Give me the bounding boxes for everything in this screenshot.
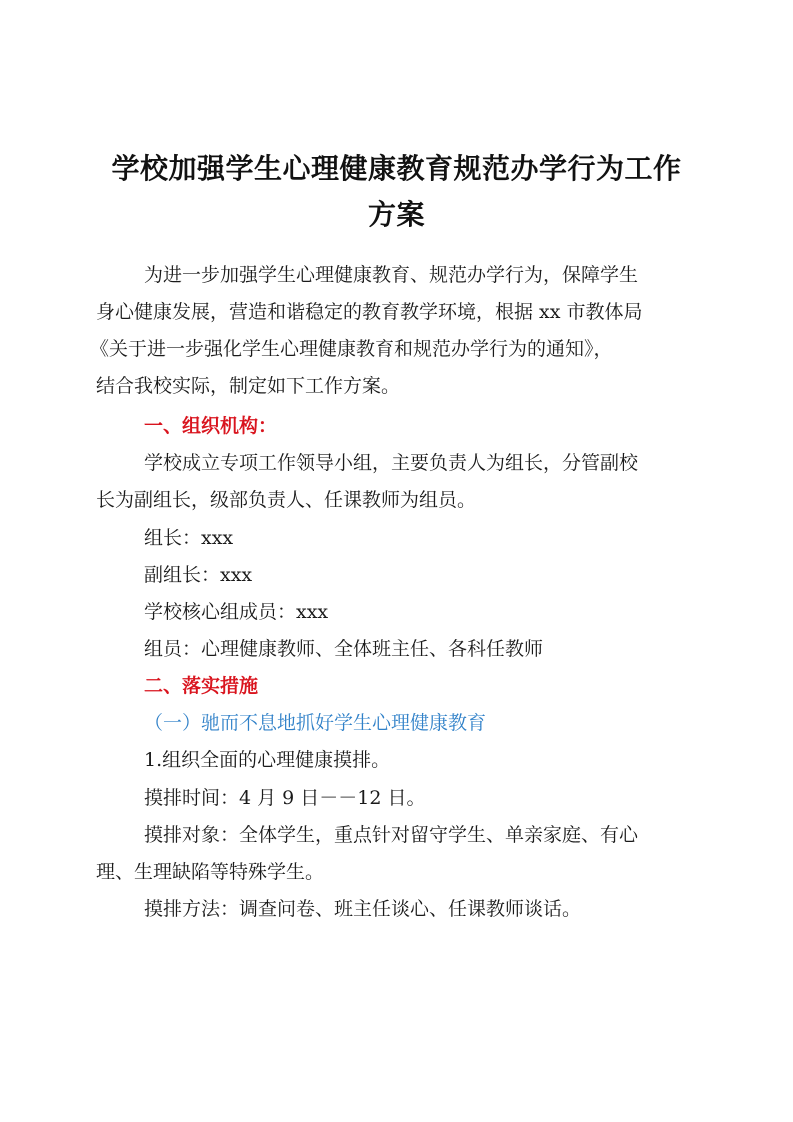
intro-line-3: 《关于进一步强化学生心理健康教育和规范办学行为的通知》，: [90, 338, 613, 360]
document-title-line-1: 学校加强学生心理健康教育规范办学行为工作: [111, 152, 682, 185]
intro-line-4: 结合我校实际，制定如下工作方案。: [96, 375, 401, 397]
core-members-line: 学校核心组成员：xxx: [144, 601, 329, 623]
organization-line-1: 学校成立专项工作领导小组，主要负责人为组长，分管副校: [144, 452, 639, 474]
document-title-line-2: 方案: [367, 198, 425, 231]
survey-target-line-1: 摸排对象：全体学生，重点针对留守学生、单亲家庭、有心: [144, 824, 639, 846]
deputy-leader-line: 副组长：xxx: [144, 564, 253, 586]
section-heading-organization: 一、组织机构：: [144, 415, 278, 437]
survey-method-line: 摸排方法：调查问卷、班主任谈心、任课教师谈话。: [144, 898, 582, 920]
intro-line-1: 为进一步加强学生心理健康教育、规范办学行为，保障学生: [144, 264, 639, 286]
survey-target-line-2: 理、生理缺陷等特殊学生。: [96, 861, 325, 883]
intro-line-2: 身心健康发展，营造和谐稳定的教育教学环境，根据 xx 市教体局: [96, 301, 643, 323]
item-1-line: 1.组织全面的心理健康摸排。: [144, 749, 391, 771]
members-line: 组员：心理健康教师、全体班主任、各科任教师: [144, 638, 544, 660]
section-heading-measures: 二、落实措施: [144, 675, 259, 697]
subheading-mental-health: （一）驰而不息地抓好学生心理健康教育: [144, 712, 487, 734]
leader-line: 组长：xxx: [144, 527, 234, 549]
survey-time-line: 摸排时间：4 月 9 日－－12 日。: [144, 787, 426, 809]
organization-line-2: 长为副组长，级部负责人、任课教师为组员。: [96, 489, 477, 511]
